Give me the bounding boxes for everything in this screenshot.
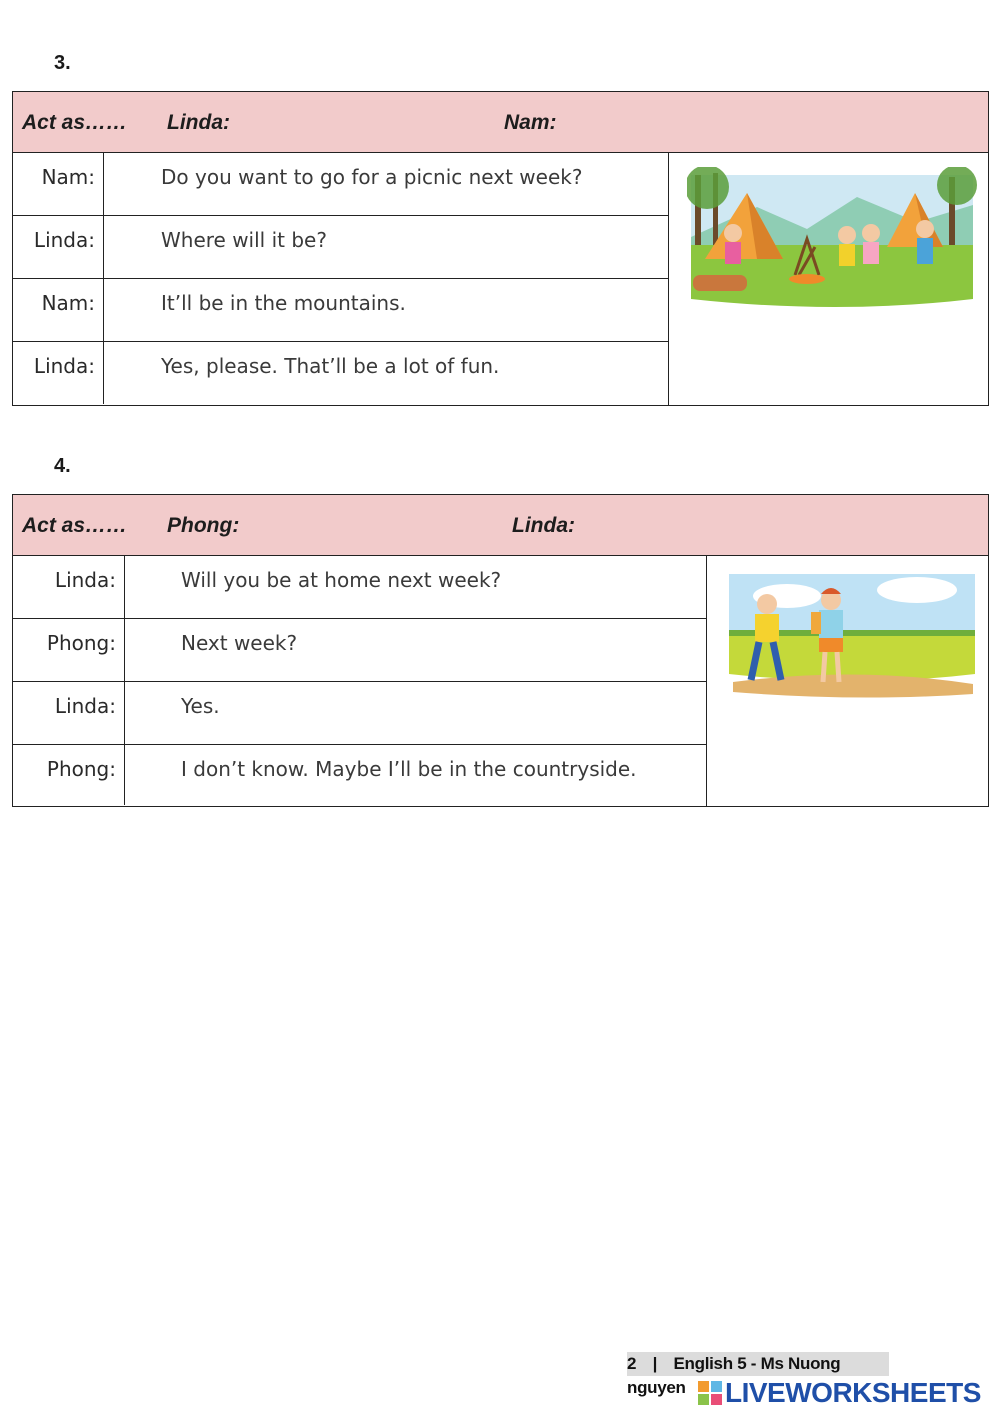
picture-cell: [668, 153, 988, 405]
liveworksheets-brand[interactable]: [698, 1376, 981, 1410]
table-header: [13, 92, 988, 153]
dialogue-row: [13, 342, 668, 404]
dialogue-line: Yes.: [181, 694, 220, 718]
act-as-label: Act as……: [22, 111, 128, 134]
table-header: [13, 495, 988, 556]
dialogue-line: It’ll be in the mountains.: [161, 291, 406, 315]
picnic-camping-illustration: [687, 167, 977, 317]
dialogue-line: Do you want to go for a picnic next week?: [161, 165, 583, 189]
speaker-name: Linda:: [13, 216, 104, 278]
dialogue-table: [12, 91, 989, 406]
footer-separator: |: [652, 1354, 658, 1373]
speaker-name: Linda:: [13, 342, 104, 404]
brand-name: LIVEWORKSHEETS: [725, 1377, 981, 1408]
countryside-walk-illustration: [727, 570, 977, 700]
dialogue-line: Yes, please. That’ll be a lot of fun.: [161, 354, 500, 378]
page-number: 2: [627, 1354, 637, 1373]
dialogue-row: [13, 682, 706, 745]
dialogue-row: [13, 745, 706, 805]
exercise-number: 3.: [54, 52, 71, 74]
dialogue-line: Where will it be?: [161, 228, 327, 252]
dialogue-line: I don’t know. Maybe I’ll be in the countryside.: [181, 757, 637, 781]
dialogue-row: [13, 153, 668, 216]
speaker-name: Phong:: [13, 619, 125, 681]
dialogue-table: [12, 494, 989, 807]
dialogue-row: [13, 279, 668, 342]
act-as-label: Act as……: [22, 514, 128, 537]
role-b-label: Linda:: [512, 514, 575, 537]
dialogue-line: Will you be at home next week?: [181, 568, 502, 592]
dialogue-line: Next week?: [181, 631, 298, 655]
speaker-name: Linda:: [13, 682, 125, 744]
dialogue-row: [13, 556, 706, 619]
liveworksheets-logo-icon: [698, 1381, 722, 1405]
speaker-name: Phong:: [13, 745, 125, 805]
speaker-name: Nam:: [13, 153, 104, 215]
dialogue-row: [13, 619, 706, 682]
dialogue-row: [13, 216, 668, 279]
role-b-label: Nam:: [504, 111, 557, 134]
role-a-label: Phong:: [167, 514, 240, 537]
role-a-label: Linda:: [167, 111, 230, 134]
page-footer: [627, 1352, 889, 1397]
footer-title: English 5 - Ms Nuong nguyen: [627, 1354, 841, 1397]
picture-cell: [706, 556, 988, 806]
speaker-name: Linda:: [13, 556, 125, 618]
exercise-number: 4.: [54, 455, 71, 477]
speaker-name: Nam:: [13, 279, 104, 341]
